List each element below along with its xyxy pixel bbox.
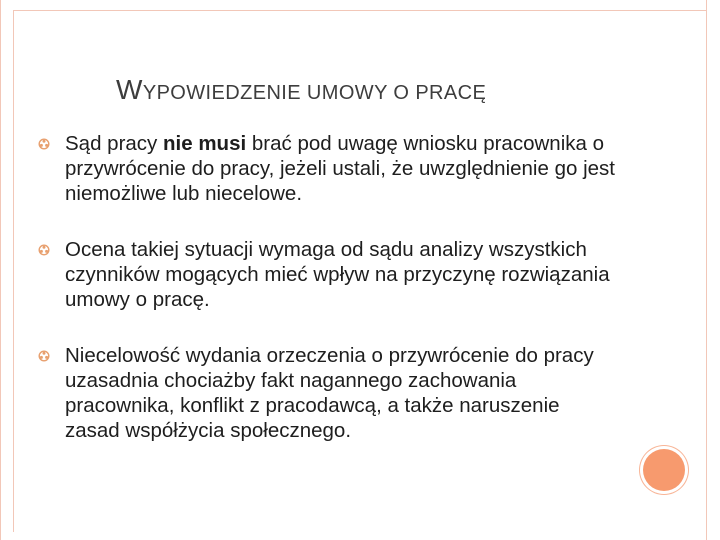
bullet-text-before: Niecelowość wydania orzeczenia o przywrócenie do pracy uzasadnia chociażby fakt nagannego zachowania pracownika, konflikt z pracodawcą, a także naruszenie zasad współżycia społecznego. — [65, 344, 594, 442]
frame-border-right — [706, 0, 707, 540]
bullet-list — [38, 131, 618, 443]
bullet-item — [38, 343, 618, 443]
slide-title — [116, 74, 636, 106]
bullet-text-before: Sąd pracy — [65, 132, 163, 155]
flower-bullet-icon — [38, 138, 50, 150]
bullet-text — [65, 238, 610, 311]
bullet-text-before: Ocena takiej sytuacji wymaga od sądu analizy wszystkich czynników mogących mieć wpływ na przyczynę rozwiązania umowy o pracę. — [65, 238, 610, 311]
bullet-text-emphasis: nie musi — [163, 132, 247, 155]
title-rest: YPOWIEDZENIE UMOWY O PRACĘ — [142, 82, 487, 104]
flower-bullet-icon — [38, 350, 50, 362]
bullet-item — [38, 237, 618, 312]
bullet-text-after: brać pod uwagę wniosku pracownika o przywrócenie do pracy, jeżeli ustali, że uwzględnienie go jest niemożliwe lub niecelowe. — [65, 132, 615, 205]
flower-bullet-icon — [38, 244, 50, 256]
decorative-orb-icon — [643, 449, 685, 491]
bullet-text — [65, 132, 615, 205]
title-initial: W — [116, 74, 143, 105]
bullet-item — [38, 131, 618, 206]
bullet-text — [65, 344, 594, 442]
